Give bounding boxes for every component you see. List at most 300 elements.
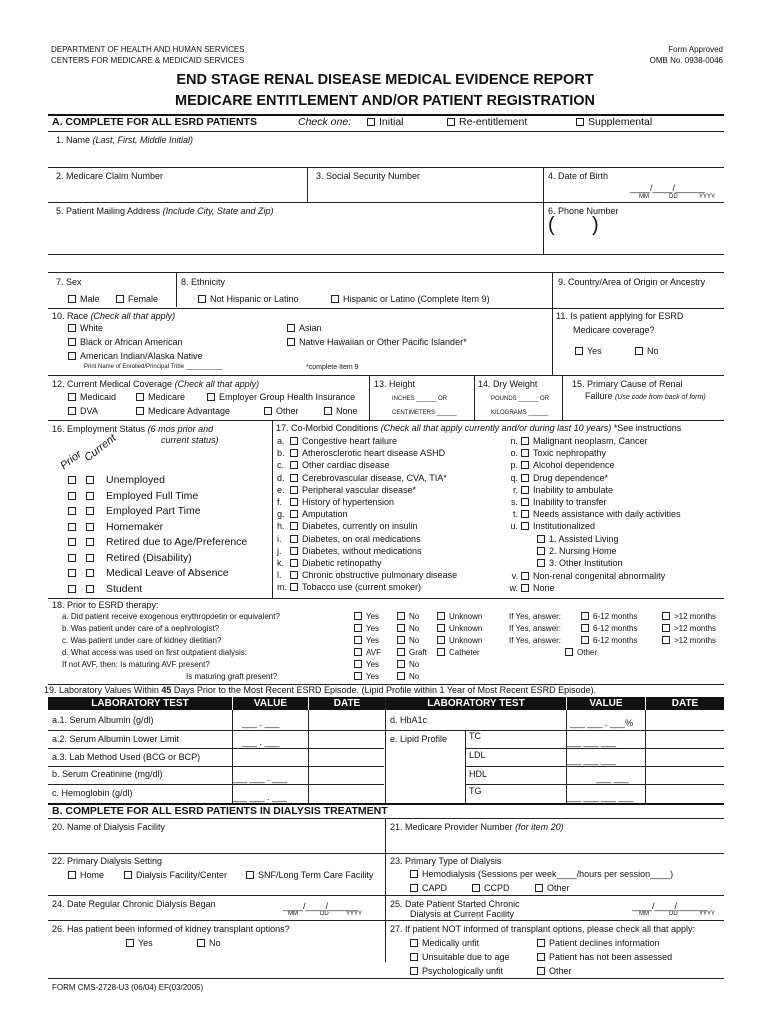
comorbid-row[interactable] <box>277 436 397 446</box>
q18-6-12-months-label: 6-12 months <box>593 636 638 645</box>
comorbid-row[interactable] <box>277 509 348 519</box>
employment-prior-checkbox[interactable] <box>68 523 76 531</box>
comorbid-letter: n. <box>510 436 518 446</box>
type-capd[interactable]: CAPD <box>410 883 447 893</box>
comorbid-checkbox[interactable] <box>521 474 529 482</box>
setting-snf[interactable]: SNF/Long Term Care Facility <box>246 870 373 880</box>
employment-current-checkbox[interactable] <box>86 507 94 515</box>
comorbid-label: History of hypertension <box>302 497 395 507</box>
comorbid-row[interactable] <box>505 436 648 446</box>
capd-checkbox[interactable] <box>410 884 418 892</box>
institution-row[interactable] <box>537 558 623 568</box>
q18-6-12-months[interactable] <box>581 636 637 645</box>
q18-gt12-months-checkbox[interactable] <box>662 624 670 632</box>
employment-prior-checkbox[interactable] <box>68 492 76 500</box>
snf-checkbox[interactable] <box>246 871 254 879</box>
q18-yes-label: Yes <box>366 624 380 633</box>
coverage-other-checkbox[interactable] <box>264 407 272 415</box>
q18f-yes[interactable] <box>354 672 379 681</box>
comorbid-label: Toxic nephropathy <box>533 448 607 459</box>
employment-label: Student <box>106 582 143 595</box>
comorbid-checkbox[interactable] <box>290 437 298 445</box>
comorbid-checkbox[interactable] <box>290 583 298 591</box>
q18-yes-checkbox[interactable] <box>354 612 362 620</box>
employment-prior-checkbox[interactable] <box>68 538 76 546</box>
form-approved: Form Approved <box>668 45 723 54</box>
comorbid-checkbox[interactable] <box>521 461 529 469</box>
hemodialysis-checkbox[interactable] <box>410 870 418 878</box>
hispanic-checkbox[interactable] <box>331 295 339 303</box>
employment-current-checkbox[interactable] <box>86 476 94 484</box>
dialysis-other-checkbox[interactable] <box>535 884 543 892</box>
q18-other[interactable] <box>565 648 597 657</box>
race-black-option[interactable]: Black or African American <box>68 337 183 347</box>
q18-no-label: No <box>409 624 420 633</box>
q18e-yes-checkbox[interactable] <box>354 660 362 668</box>
psych-unfit-checkbox[interactable] <box>410 967 418 975</box>
ccpd-checkbox[interactable] <box>472 884 480 892</box>
comorbid-checkbox[interactable] <box>521 449 529 457</box>
employment-label: Employed Full Time <box>106 489 199 502</box>
comorbid-row[interactable] <box>277 582 421 592</box>
q18-avf[interactable] <box>354 648 381 657</box>
coverage-egh[interactable]: Employer Group Health Insurance <box>207 392 355 402</box>
ethnicity-label: 8. Ethnicity <box>181 277 226 287</box>
unsuitable-age-checkbox[interactable] <box>410 953 418 961</box>
hba1c-value-field[interactable]: ___ ___ . ___% <box>570 718 634 728</box>
comorbid-letter: u. <box>510 521 518 532</box>
q18-6-12-months-checkbox[interactable] <box>581 624 589 632</box>
comorbid-checkbox[interactable] <box>521 584 529 592</box>
transplant-informed-no[interactable]: No <box>197 938 221 948</box>
ma-checkbox[interactable] <box>136 407 144 415</box>
employment-prior-checkbox[interactable] <box>68 507 76 515</box>
esrd-coverage-yes[interactable]: Yes <box>575 346 602 356</box>
comorbid-row[interactable] <box>277 485 416 495</box>
institution-label: 3. Other Institution <box>549 558 623 569</box>
type-other[interactable]: Other <box>535 883 570 893</box>
comorbid-checkbox[interactable] <box>521 437 529 445</box>
employment-current-checkbox[interactable] <box>86 492 94 500</box>
not-hispanic-checkbox[interactable] <box>198 295 206 303</box>
comorbid-row[interactable] <box>277 473 447 483</box>
q18e-no-checkbox[interactable] <box>397 660 405 668</box>
q18-graft[interactable] <box>397 648 427 657</box>
q18-avf-checkbox[interactable] <box>354 648 362 656</box>
q18-graft-checkbox[interactable] <box>397 648 405 656</box>
q18-unknown[interactable] <box>437 624 482 633</box>
comorbid-row[interactable] <box>505 473 608 483</box>
q18-unknown[interactable] <box>437 612 482 621</box>
lab-test-header-right: LABORATORY TEST <box>386 697 566 710</box>
reason-psych-unfit[interactable]: Psychologically unfit <box>410 966 503 976</box>
comorbid-label: Atherosclerotic heart disease ASHD <box>302 448 446 459</box>
lab-date-header-right: DATE <box>646 697 724 710</box>
medically-unfit-checkbox[interactable] <box>410 939 418 947</box>
lab-hdl: HDL <box>469 769 488 779</box>
employment-label: Employed Part Time <box>106 505 201 517</box>
comorbid-checkbox[interactable] <box>290 474 298 482</box>
current-facility-date-field[interactable]: ____/____/______ <box>632 901 708 911</box>
albumin-lower-value-field[interactable]: ___ . ___ <box>242 737 280 747</box>
reason-unsuitable-age[interactable]: Unsuitable due to age <box>410 952 510 962</box>
employment-current-checkbox[interactable] <box>86 523 94 531</box>
height-cm-field[interactable]: CENTIMETERS ______ <box>392 410 457 416</box>
home-checkbox[interactable] <box>68 871 76 879</box>
supplemental-checkbox[interactable] <box>576 118 584 126</box>
employment-current-checkbox[interactable] <box>86 569 94 577</box>
q18-6-12-months[interactable] <box>581 624 637 633</box>
employment-label: 16. Employment Status (6 mos prior and <box>52 424 214 434</box>
employment-row[interactable] <box>68 536 247 548</box>
phone-number-field[interactable]: 6. Phone Number <box>548 206 619 216</box>
form-title-1: END STAGE RENAL DISEASE MEDICAL EVIDENCE REPORT <box>176 72 594 88</box>
comorbid-row[interactable] <box>277 460 390 470</box>
comorbid-label: Diabetes, on oral medications <box>302 533 421 544</box>
q18-6-12-months[interactable] <box>581 612 637 621</box>
ldl-value-field[interactable]: ___ ___ ___ <box>566 755 617 765</box>
current-facility-date-label: 25. Date Patient Started Chronic <box>390 899 520 909</box>
comorbid-letter: f. <box>277 497 283 507</box>
omb-number: OMB No. 0938-0046 <box>649 56 723 65</box>
hdl-value-field[interactable]: ___ ___ <box>596 773 629 783</box>
q18-yes-checkbox[interactable] <box>354 636 362 644</box>
q18-no-label: No <box>409 612 420 621</box>
q18f-no-checkbox[interactable] <box>397 672 405 680</box>
q18-yes[interactable] <box>354 636 379 645</box>
current-dd-label: DD <box>669 911 678 917</box>
q18e: If not AVF, then: Is maturing AVF present? <box>62 660 210 669</box>
q18-if-yes: If Yes, answer: <box>509 624 562 633</box>
creatinine-value-field[interactable]: ___ ___ . ___ <box>232 773 288 783</box>
comorbid-letter: l. <box>277 570 282 581</box>
sex-male-option[interactable]: Male <box>68 294 100 304</box>
transplant-informed-label: 26. Has patient been informed of kidney transplant options? <box>52 924 290 934</box>
weight-kg-field[interactable]: KILOGRAMS ______ <box>491 410 549 416</box>
q18-6-12-months-checkbox[interactable] <box>581 612 589 620</box>
egh-checkbox[interactable] <box>207 393 215 401</box>
q18e-no[interactable] <box>397 660 419 669</box>
employment-row[interactable] <box>68 567 229 579</box>
comorbid-row[interactable] <box>277 448 445 458</box>
q18-unknown-checkbox[interactable] <box>437 624 445 632</box>
lab-tg: TG <box>469 786 482 796</box>
coverage-none[interactable]: None <box>324 406 358 416</box>
comorbid-label: Diabetic retinopathy <box>302 558 382 568</box>
weight-pounds-field[interactable]: POUNDS ______ OR <box>491 396 550 402</box>
q18-catheter-checkbox[interactable] <box>437 648 445 656</box>
q18-unknown-checkbox[interactable] <box>437 612 445 620</box>
dialysis-facility-name-field[interactable]: 20. Name of Dialysis Facility <box>52 822 166 832</box>
esrd-no-checkbox[interactable] <box>635 347 643 355</box>
comorbid-checkbox[interactable] <box>290 486 298 494</box>
form-footer: FORM CMS-2728-U3 (06/04) EF(03/2005) <box>52 983 204 992</box>
tg-value-field[interactable]: ___ ___ ___ ___ <box>566 792 634 802</box>
comorbid-row[interactable] <box>505 583 555 593</box>
phone-paren-right: ) <box>592 214 599 236</box>
coverage-dva[interactable]: DVA <box>68 406 98 416</box>
institution-row[interactable] <box>537 534 619 544</box>
comorbid-checkbox[interactable] <box>290 559 298 567</box>
declines-checkbox[interactable] <box>537 939 545 947</box>
comorbid-row[interactable] <box>505 448 606 458</box>
comorbid-label: Chronic obstructive pulmonary disease <box>302 570 458 581</box>
employment-label: Medical Leave of Absence <box>106 567 229 579</box>
q18-no-checkbox[interactable] <box>397 612 405 620</box>
q18-no[interactable] <box>397 636 419 645</box>
provider-number-field[interactable]: 21. Medicare Provider Number (for item 20) <box>390 822 564 832</box>
initial-checkbox[interactable] <box>367 118 375 126</box>
employment-row[interactable] <box>68 474 165 486</box>
ssn-field[interactable]: 3. Social Security Number <box>316 171 421 181</box>
race-asian-option[interactable]: Asian <box>287 323 322 333</box>
institution-checkbox[interactable] <box>537 547 545 555</box>
employment-row[interactable] <box>68 490 198 502</box>
comorbid-letter: i. <box>277 533 282 544</box>
comorbid-checkbox[interactable] <box>521 510 529 518</box>
q18-gt12-months[interactable] <box>662 636 716 645</box>
q18d: d. What access was used on first outpatient dialysis: <box>62 648 247 657</box>
esrd-coverage-no[interactable]: No <box>635 346 659 356</box>
q18e-yes[interactable] <box>354 660 379 669</box>
lab-value-header-right: VALUE <box>567 697 645 710</box>
comorbid-row[interactable] <box>505 509 681 519</box>
comorbid-row[interactable] <box>277 521 418 531</box>
ethnicity-hispanic-option[interactable]: Hispanic or Latino (Complete Item 9) <box>331 294 490 304</box>
q18-gt12-months-label: >12 months <box>674 612 717 621</box>
q18-catheter[interactable] <box>437 648 480 657</box>
dialysis-type-label: 23. Primary Type of Dialysis <box>390 856 502 866</box>
reason-other[interactable]: Other <box>537 966 572 976</box>
setting-facility[interactable]: Dialysis Facility/Center <box>124 870 227 880</box>
name-field[interactable]: 1. Name (Last, First, Middle Initial) <box>56 135 194 145</box>
comorbid-checkbox[interactable] <box>521 572 529 580</box>
q18-yes-checkbox[interactable] <box>354 624 362 632</box>
employment-prior-checkbox[interactable] <box>68 476 76 484</box>
comorbid-row[interactable] <box>505 521 595 531</box>
comorbid-label: Diabetes, currently on insulin <box>302 521 418 532</box>
comorbid-checkbox[interactable] <box>290 498 298 506</box>
q18-gt12-months[interactable] <box>662 612 716 621</box>
q18f-no[interactable] <box>397 672 419 681</box>
lab-values-label: 19. Laboratory Values Within 45 Days Prior to the Most Recent ESRD Episode. (Lipid Profile within 1 Year of Most Recent ESRD Episode). <box>44 685 597 695</box>
comorbid-label: Inability to transfer <box>533 497 607 507</box>
coverage-ma[interactable]: Medicare Advantage <box>136 406 230 416</box>
race-asian-checkbox[interactable] <box>287 324 295 332</box>
employment-row[interactable] <box>68 505 201 517</box>
race-nhpi-option[interactable]: Native Hawaiian or Other Pacific Islander* <box>287 337 467 347</box>
began-yyyy-label: YYYY <box>346 911 363 917</box>
employment-current-checkbox[interactable] <box>86 554 94 562</box>
comorbid-checkbox[interactable] <box>290 510 298 518</box>
q18-yes[interactable] <box>354 612 379 621</box>
comorbid-row[interactable] <box>277 497 394 507</box>
q18e-yes-label: Yes <box>366 660 380 669</box>
medicaid-checkbox[interactable] <box>68 393 76 401</box>
q18-yes-label: Yes <box>366 612 380 621</box>
race-label: 10. Race (Check all that apply) <box>52 311 176 321</box>
lab-ldl: LDL <box>469 750 486 760</box>
q18-no[interactable] <box>397 624 419 633</box>
employment-row[interactable] <box>68 521 163 533</box>
comorbid-row[interactable] <box>505 497 607 507</box>
reason-declines[interactable]: Patient declines information <box>537 938 660 948</box>
comorbid-letter: q. <box>510 472 518 483</box>
q18f-yes-label: Yes <box>366 672 380 681</box>
comorbid-label: Drug dependence* <box>533 472 609 483</box>
q18-gt12-months[interactable] <box>662 624 716 633</box>
comorbid-label: None <box>533 582 555 593</box>
q18-if-yes: If Yes, answer: <box>509 612 562 621</box>
dob-dd-label: DD <box>669 194 678 200</box>
employment-row[interactable] <box>68 552 192 564</box>
comorbid-letter: d. <box>277 472 285 483</box>
comorbid-letter: e. <box>277 484 285 495</box>
current-facility-date-label-2: Dialysis at Current Facility <box>410 909 515 919</box>
comorbid-row[interactable] <box>277 570 457 580</box>
race-black-checkbox[interactable] <box>68 338 76 346</box>
reason-not-assessed[interactable]: Patient has not been assessed <box>537 952 672 962</box>
transplant-informed-yes[interactable]: Yes <box>126 938 153 948</box>
dob-separators: ____/____/______ <box>630 183 706 193</box>
sex-male-checkbox[interactable] <box>68 295 76 303</box>
comorbid-checkbox[interactable] <box>290 461 298 469</box>
albumin-value-field[interactable]: ___ . ___ <box>242 718 280 728</box>
lab-albumin-lower: a.2. Serum Albumin Lower Limit <box>52 734 180 744</box>
date-of-birth-field[interactable]: 4. Date of Birth <box>548 171 609 181</box>
comorbid-row[interactable] <box>505 460 615 470</box>
q18-no-checkbox[interactable] <box>397 624 405 632</box>
comorbid-label: Non-renal congenital abnormality <box>533 570 666 581</box>
q18f-yes-checkbox[interactable] <box>354 672 362 680</box>
q18-no[interactable] <box>397 612 419 621</box>
comorbid-checkbox[interactable] <box>290 449 298 457</box>
ethnicity-not-hispanic-option[interactable]: Not Hispanic or Latino <box>198 294 299 304</box>
coverage-medicare[interactable]: Medicare <box>136 392 185 402</box>
not-assessed-checkbox[interactable] <box>537 953 545 961</box>
esrd-yes-checkbox[interactable] <box>575 347 583 355</box>
race-aian-option[interactable]: American Indian/Alaska Native <box>68 351 203 361</box>
informed-no-checkbox[interactable] <box>197 939 205 947</box>
comorbid-letter: a. <box>277 436 285 446</box>
section-b-title: B. COMPLETE FOR ALL ESRD PATIENTS IN DIALYSIS TREATMENT <box>52 805 388 817</box>
informed-yes-checkbox[interactable] <box>126 939 134 947</box>
employment-current-checkbox[interactable] <box>86 538 94 546</box>
race-aian-checkbox[interactable] <box>68 352 76 360</box>
race-white-option[interactable]: White <box>68 323 103 333</box>
q18-no-checkbox[interactable] <box>397 636 405 644</box>
comorbid-row[interactable] <box>277 558 382 568</box>
reentitlement-option[interactable]: Re-entitlement <box>447 116 527 128</box>
comorbid-letter: m. <box>277 582 287 593</box>
mailing-address-field[interactable]: 5. Patient Mailing Address (Include City, State and Zip) <box>56 206 274 216</box>
comorbid-letter: j. <box>277 545 282 556</box>
centers-name: CENTERS FOR MEDICARE & MEDICAID SERVICES <box>51 56 245 65</box>
employment-prior-checkbox[interactable] <box>68 569 76 577</box>
lab-date-header-left: DATE <box>309 697 385 710</box>
sex-female-checkbox[interactable] <box>116 295 124 303</box>
comorbid-checkbox[interactable] <box>521 522 529 530</box>
comorbid-checkbox[interactable] <box>290 522 298 530</box>
comorbid-label: Tobacco use (current smoker) <box>302 582 422 593</box>
race-white-checkbox[interactable] <box>68 324 76 332</box>
comorbid-checkbox[interactable] <box>290 547 298 555</box>
country-origin-field[interactable]: 9. Country/Area of Origin or Ancestry <box>558 277 706 287</box>
comorbid-row[interactable] <box>277 546 422 556</box>
reason-medically-unfit[interactable]: Medically unfit <box>410 938 479 948</box>
comorbid-checkbox[interactable] <box>290 535 298 543</box>
tribe-name-field[interactable]: Print Name of Enrolled/Principal Tribe ___________ <box>84 364 223 370</box>
initial-option[interactable]: Initial <box>367 116 404 128</box>
prior-esrd-label: 18. Prior to ESRD therapy: <box>52 600 159 610</box>
height-inches-field[interactable]: INCHES ______ OR <box>392 396 448 402</box>
q18-graft-label: Graft <box>409 648 427 657</box>
q18-gt12-months-checkbox[interactable] <box>662 636 670 644</box>
comorbid-row[interactable] <box>277 534 421 544</box>
medicare-claim-number-field[interactable]: 2. Medicare Claim Number <box>56 171 164 181</box>
hemoglobin-value-field[interactable]: ___ ___ . ___ <box>232 792 288 802</box>
phone-paren-left: ( <box>548 214 555 236</box>
employment-prior-checkbox[interactable] <box>68 585 76 593</box>
sex-female-option[interactable]: Female <box>116 294 158 304</box>
race-note: *complete Item 9 <box>306 364 359 371</box>
q18f-no-label: No <box>409 672 420 681</box>
q18-unknown-checkbox[interactable] <box>437 636 445 644</box>
type-hemodialysis[interactable]: Hemodialysis (Sessions per week____/hours per session____) <box>410 869 673 879</box>
supplemental-option[interactable]: Supplemental <box>576 116 652 128</box>
coverage-medicaid[interactable]: Medicaid <box>68 392 116 402</box>
dva-checkbox[interactable] <box>68 407 76 415</box>
q18-unknown[interactable] <box>437 636 482 645</box>
employment-row[interactable] <box>68 583 142 595</box>
q18-gt12-months-checkbox[interactable] <box>662 612 670 620</box>
employment-current-checkbox[interactable] <box>86 585 94 593</box>
employment-hint-2: current status) <box>161 435 219 445</box>
dialysis-began-date-field[interactable]: ____/____/______ <box>283 901 359 911</box>
comorbid-checkbox[interactable] <box>521 498 529 506</box>
setting-home[interactable]: Home <box>68 870 104 880</box>
reentitlement-checkbox[interactable] <box>447 118 455 126</box>
comorbid-letter: c. <box>277 460 285 471</box>
began-mm-label: MM <box>288 911 298 917</box>
coverage-other[interactable]: Other <box>264 406 299 416</box>
q18-yes[interactable] <box>354 624 379 633</box>
type-ccpd[interactable]: CCPD <box>472 883 510 893</box>
comorbid-row[interactable] <box>505 485 613 495</box>
tc-value-field[interactable]: ___ ___ ___ <box>566 737 617 747</box>
q18b: b. Was patient under care of a nephrologist? <box>62 624 220 633</box>
q18-unknown-label: Unknown <box>449 624 483 633</box>
facility-checkbox[interactable] <box>124 871 132 879</box>
comorbid-row[interactable] <box>505 571 665 581</box>
institution-row[interactable] <box>537 546 617 556</box>
comorbid-checkbox[interactable] <box>521 486 529 494</box>
race-nhpi-checkbox[interactable] <box>287 338 295 346</box>
institution-checkbox[interactable] <box>537 559 545 567</box>
employment-prior-checkbox[interactable] <box>68 554 76 562</box>
dry-weight-label: 14. Dry Weight <box>478 379 538 389</box>
comorbid-checkbox[interactable] <box>290 571 298 579</box>
q18-6-12-months-checkbox[interactable] <box>581 636 589 644</box>
institution-label: 1. Assisted Living <box>549 534 619 544</box>
coverage-none-checkbox[interactable] <box>324 407 332 415</box>
employment-label: Homemaker <box>106 520 164 533</box>
q18-other-checkbox[interactable] <box>565 648 573 656</box>
primary-cause-field[interactable]: Failure (Use code from back of form) <box>585 391 706 401</box>
institution-checkbox[interactable] <box>537 535 545 543</box>
reason-other-checkbox[interactable] <box>537 967 545 975</box>
medicare-checkbox[interactable] <box>136 393 144 401</box>
